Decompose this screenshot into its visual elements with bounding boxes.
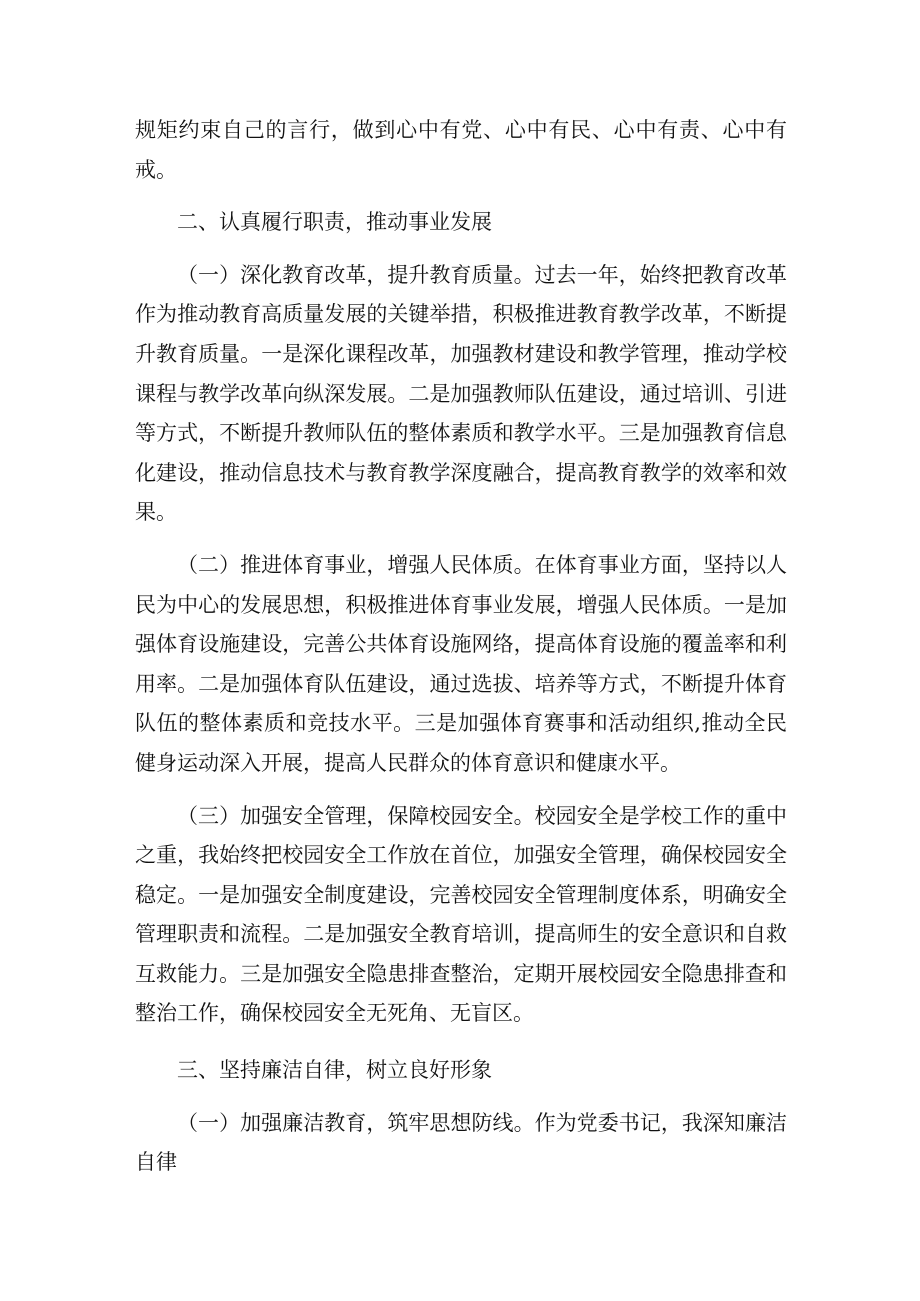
paragraph-sports: （二）推进体育事业，增强人民体质。在体育事业方面，坚持以人民为中心的发展思想，积极推进体育事业发展，增强人民体质。一是加强体育设施建设，完善公共体育设施网络，提高体育设施的覆盖率和利用率。二是加强体育队伍建设，通过选拔、培养等方式，不断提升体育队伍的整体素质和竞技水平。三是加强体育赛事和活动组织,推动全民健身运动深入开展，提高人民群众的体育意识和健康水平。 — [135, 552, 787, 775]
document-body — [135, 111, 787, 1183]
paragraph-integrity-education: （一）加强廉洁教育，筑牢思想防线。作为党委书记，我深知廉洁自律 — [135, 1110, 787, 1175]
section-heading-2: 二、认真履行职责，推动事业发展 — [177, 210, 492, 235]
paragraph-continuation: 规矩约束自己的言行，做到心中有党、心中有民、心中有责、心中有戒。 — [135, 118, 787, 182]
section-heading-3: 三、坚持廉洁自律，树立良好形象 — [177, 1058, 492, 1083]
paragraph-campus-safety: （三）加强安全管理，保障校园安全。校园安全是学校工作的重中之重，我始终把校园安全工作放在首位，加强安全管理，确保校园安全稳定。一是加强安全制度建设，完善校园安全管理制度体系，明确安全管理职责和流程。二是加强安全教育培训，提高师生的安全意识和自救互救能力。三是加强安全隐患排查整治，定期开展校园安全隐患排查和整治工作，确保校园安全无死角、无盲区。 — [135, 803, 787, 1026]
paragraph-education-reform: （一）深化教育改革，提升教育质量。过去一年，始终把教育改革作为推动教育高质量发展的关键举措，积极推进教育教学改革，不断提升教育质量。一是深化课程改革，加强教材建设和教学管理，推动学校课程与教学改革向纵深发展。二是加强教师队伍建设，通过培训、引进等方式，不断提升教师队伍的整体素质和教学水平。三是加强教育信息化建设，推动信息技术与教育教学深度融合，提高教育教学的效率和效果。 — [135, 262, 787, 525]
